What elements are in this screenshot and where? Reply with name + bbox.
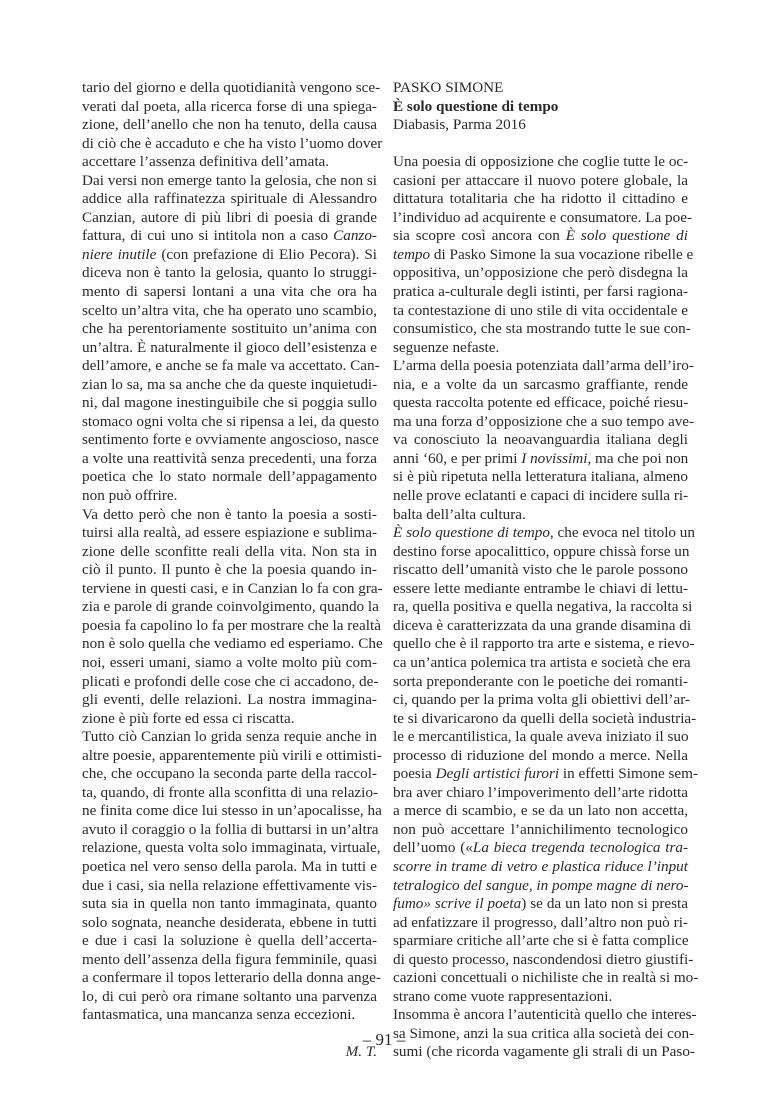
text-line: scelto un’altra vita, che ha operato uno scambio, (82, 301, 377, 319)
text-line: gli eventi, delle relazioni. La nostra immagina- (82, 691, 377, 709)
text-line: un’altra. È naturalmente il gioco dell’esistenza e (82, 338, 377, 356)
text-line: solo sognata, neanche desiderata, ebbene in tutti (82, 913, 377, 931)
text-line: che, che occupano la seconda parte della raccol- (82, 765, 377, 783)
text-line: l’individuo ad acquirente e consumatore. La poe- (393, 208, 692, 226)
text-line: accettare l’assenza definitiva dell’amata. (82, 153, 330, 171)
text-line: relazione, questa volta solo immaginata, virtuale, (82, 839, 381, 857)
text-line: non può offrire. (82, 487, 178, 505)
text-line: ra, quella positiva e quella negativa, la raccolta si (393, 598, 693, 616)
right-column-text (393, 153, 699, 1062)
text-line: ta, quando, di fronte alla sconfitta di una relazio- (82, 783, 379, 801)
text-line: Insomma è ancora l’autenticità quello che interes- (393, 1006, 697, 1024)
text-line: sumi (che ricorda vagamente gli strali di un Paso- (393, 1043, 695, 1061)
text-line: dell’amore, e anche se fa male va accettato. Can- (82, 357, 380, 375)
text-line: nia, e a volte da un sarcasmo graffiante, rende (393, 375, 688, 393)
text-line: sa Simone, anzi la sua critica alla società dei con- (393, 1024, 695, 1042)
text-line: processo di riduzione del mondo a merce. Nella (393, 746, 688, 764)
text-line: diceva non è tanto la gelosia, quanto lo struggi- (82, 264, 377, 282)
text-line: mento dell’assenza della figura femminile, quasi (82, 950, 378, 968)
text-line: suta sia in quella non tanto immaginata, quanto (82, 895, 377, 913)
text-line: ci, quando per la prima volta gli obiettivi dell’ar- (393, 691, 691, 709)
text-line: L’arma della poesia potenziata dall’arma dell’iro- (393, 357, 694, 375)
text-line: fattura, di cui uno si intitola non a caso Canzo- (82, 227, 377, 245)
text-line: sia scopre così ancora con È solo questione di (393, 227, 688, 245)
text-line: le e mercantilistica, la quale aveva iniziato il suo (393, 728, 689, 746)
text-line: Va detto però che non è tanto la poesia a sosti- (82, 505, 377, 523)
text-line: ni, dal magone inestinguibile che si poggia sullo (82, 394, 377, 412)
text-line: ma una forza d’opposizione che a suo tempo ave- (393, 412, 695, 430)
text-line: che ha perentoriamente sostituito un’anima con (82, 320, 377, 338)
text-line: si è più ripetuta nella letteratura italiana, almeno (393, 468, 688, 486)
text-line: a confermare il topos letterario della donna ange- (82, 969, 381, 987)
text-line: fumo» scrive il poeta) se da un lato non si presta (393, 895, 688, 913)
text-line: Una poesia di opposizione che coglie tutte le oc- (393, 153, 689, 171)
text-line: non è solo quella che vediamo ed esperiamo. Che (82, 635, 383, 653)
text-line: altre poesie, apparentemente più virili e ottimisti- (82, 746, 382, 764)
text-line: questa raccolta potente ed efficace, poiché riesu- (393, 394, 689, 412)
text-line: tempo di Pasko Simone la sua vocazione ribelle e (393, 245, 694, 263)
text-line: dittatura totalitaria che ha ridotto il cittadino e (393, 190, 688, 208)
text-line: ciò il punto. Il punto è che la poesia quando in- (82, 561, 377, 579)
left-column-text (82, 79, 383, 1025)
text-line: essere lette mediante entrambe le chiavi di lettu- (393, 579, 688, 597)
text-line: mento di sapersi lontani a una vita che ora ha (82, 283, 377, 301)
text-line: scorre in trame di vetro e plastica riduce l’input (393, 857, 688, 875)
text-line: anni ‘60, e per primi I novissimi, ma che poi non (393, 449, 689, 467)
text-line: a merce di scambio, e se da un lato non accetta, (393, 802, 688, 820)
text-line: pratica a-culturale degli istinti, per farsi ragiona- (393, 283, 688, 301)
left-column (82, 79, 383, 1062)
publisher-info: Diabasis, Parma 2016 (393, 116, 526, 134)
text-line: te si divaricarono da quelli della società industria- (393, 709, 697, 727)
text-line: tario del giorno e della quotidianità vengono sce- (82, 79, 381, 96)
text-line: stomaco ogni volta che si ripensa a lei, da questo (82, 412, 379, 430)
text-line: seguenze nefaste. (393, 338, 500, 356)
text-line: lo, di cui però ora rimane soltanto una parvenza (82, 987, 377, 1005)
text-line: destino forse apocalittico, oppure chissà forse un (393, 542, 690, 560)
text-line: a volte una reattività senza precedenti, una forza (82, 449, 377, 467)
text-line: sparmiare critiche all’arte che si è fatta complice (393, 932, 689, 950)
text-line: fantasmatica, una mancanza senza eccezioni. (82, 1006, 356, 1024)
text-line: casioni per attaccare il nuovo potere globale, la (393, 171, 688, 189)
text-line: riscatto dell’umanità visto che le parole possono (393, 561, 688, 579)
text-line: consumistico, che sta mostrando tutte le sue con- (393, 320, 691, 338)
text-line: ca un’antica polemica tra artista e società che era (393, 653, 691, 671)
text-line: avuto il coraggio o la follia di buttarsi in un’altra (82, 820, 379, 838)
text-line: due i casi, sia nella relazione effettivamente vis- (82, 876, 377, 894)
text-line: e due i casi la soluzione è quella dell’accerta- (82, 932, 377, 950)
text-line: diceva è caratterizzata da una grande disamina di (393, 616, 692, 634)
text-line: terviene in questi casi, e in Canzian lo fa con gra- (82, 579, 383, 597)
text-line: zione è più forte ed essa ci riscatta. (82, 709, 295, 727)
text-line: zia e parole di grande coinvolgimento, quando la (82, 598, 379, 616)
page-number: – 91 – (362, 1030, 406, 1049)
text-line: poesia fa capolino lo fa per mostrare che la realtà (82, 616, 381, 634)
text-line: poesia Degli artistici furori in effetti Simone sem- (393, 765, 699, 783)
text-line: ad enfatizzare il progresso, dall’altro non può ri- (393, 913, 688, 931)
text-line: sentimento forte e ovviamente angoscioso, nasce (82, 431, 379, 449)
review-header (393, 79, 688, 135)
text-line: nelle prove eclatanti e capaci di incidere sulla ri- (393, 487, 689, 505)
author-signature: M. T. (345, 1043, 377, 1061)
text-line: noi, esseri umani, siamo a volte molto più com- (82, 653, 377, 671)
spacer (393, 135, 688, 154)
text-line: di questo processo, nascondendosi dietro giustifi- (393, 950, 694, 968)
reviewed-author: PASKO SIMONE (393, 79, 504, 96)
text-line: zione delle sconfitte reali della vita. Non sta in (82, 542, 377, 560)
text-line: bra aver chiaro l’impoverimento dell’arte ridotta (393, 783, 688, 801)
text-line: strano come vuote rappresentazioni. (393, 987, 613, 1005)
reviewed-book-title: È solo questione di tempo (393, 97, 559, 115)
text-line: non può accettare l’annichilimento tecnologico (393, 820, 688, 838)
text-line: zione, dell’anello che non ha tenuto, della causa (82, 116, 377, 134)
text-line: ne finita come dice lui stesso in un’apocalisse, ha (82, 802, 382, 820)
text-line: va conosciuto la neoavanguardia italiana degli (393, 431, 688, 449)
text-line: niere inutile (con prefazione di Elio Pecora). Si (82, 245, 378, 263)
text-line: È solo questione di tempo, che evoca nel titolo un (393, 524, 695, 542)
text-line: Tutto ciò Canzian lo grida senza requie anche in (82, 728, 377, 746)
text-line: balta dell’alta cultura. (393, 505, 526, 523)
text-line: tetralogico del sangue, in pompe magne di nero- (393, 876, 689, 894)
text-line: poetica nel vero senso della parola. Ma in tutti e (82, 857, 377, 875)
text-line: cazioni concettuali o nichiliste che in realtà si mo- (393, 969, 699, 987)
text-line: Dai versi non emerge tanto la gelosia, che non si (82, 171, 377, 189)
text-line: quello che è il rapporto tra arte e sistema, e rievo- (393, 635, 695, 653)
text-line: dell’uomo («La bieca tregenda tecnologica tra- (393, 839, 689, 857)
text-line: addice alla raffinatezza spirituale di Alessandro (82, 190, 377, 208)
text-line: verati dal poeta, alla ricerca forse di una spiega- (82, 97, 377, 115)
text-line: sorta preponderante con le poetiche dei romanti- (393, 672, 688, 690)
text-line: plicati e profondi delle cose che ci accadono, de- (82, 672, 379, 690)
text-line: ta contestazione di uno stile di vita occidentale e (393, 301, 688, 319)
text-line: di ciò che è accaduto e che ha visto l’uomo dover (82, 134, 383, 152)
text-line: tuirsi alla realtà, ad essere espiazione e sublima- (82, 524, 377, 542)
text-line: Canzian, autore di più libri di poesia di grande (82, 208, 377, 226)
text-line: zian lo sa, ma sa anche che da queste inquietudi- (82, 375, 378, 393)
text-line: poetica che lo stato normale dell’appagamento (82, 468, 377, 486)
text-line: oppositiva, un’opposizione che però disdegna la (393, 264, 688, 282)
right-column (393, 79, 699, 1062)
